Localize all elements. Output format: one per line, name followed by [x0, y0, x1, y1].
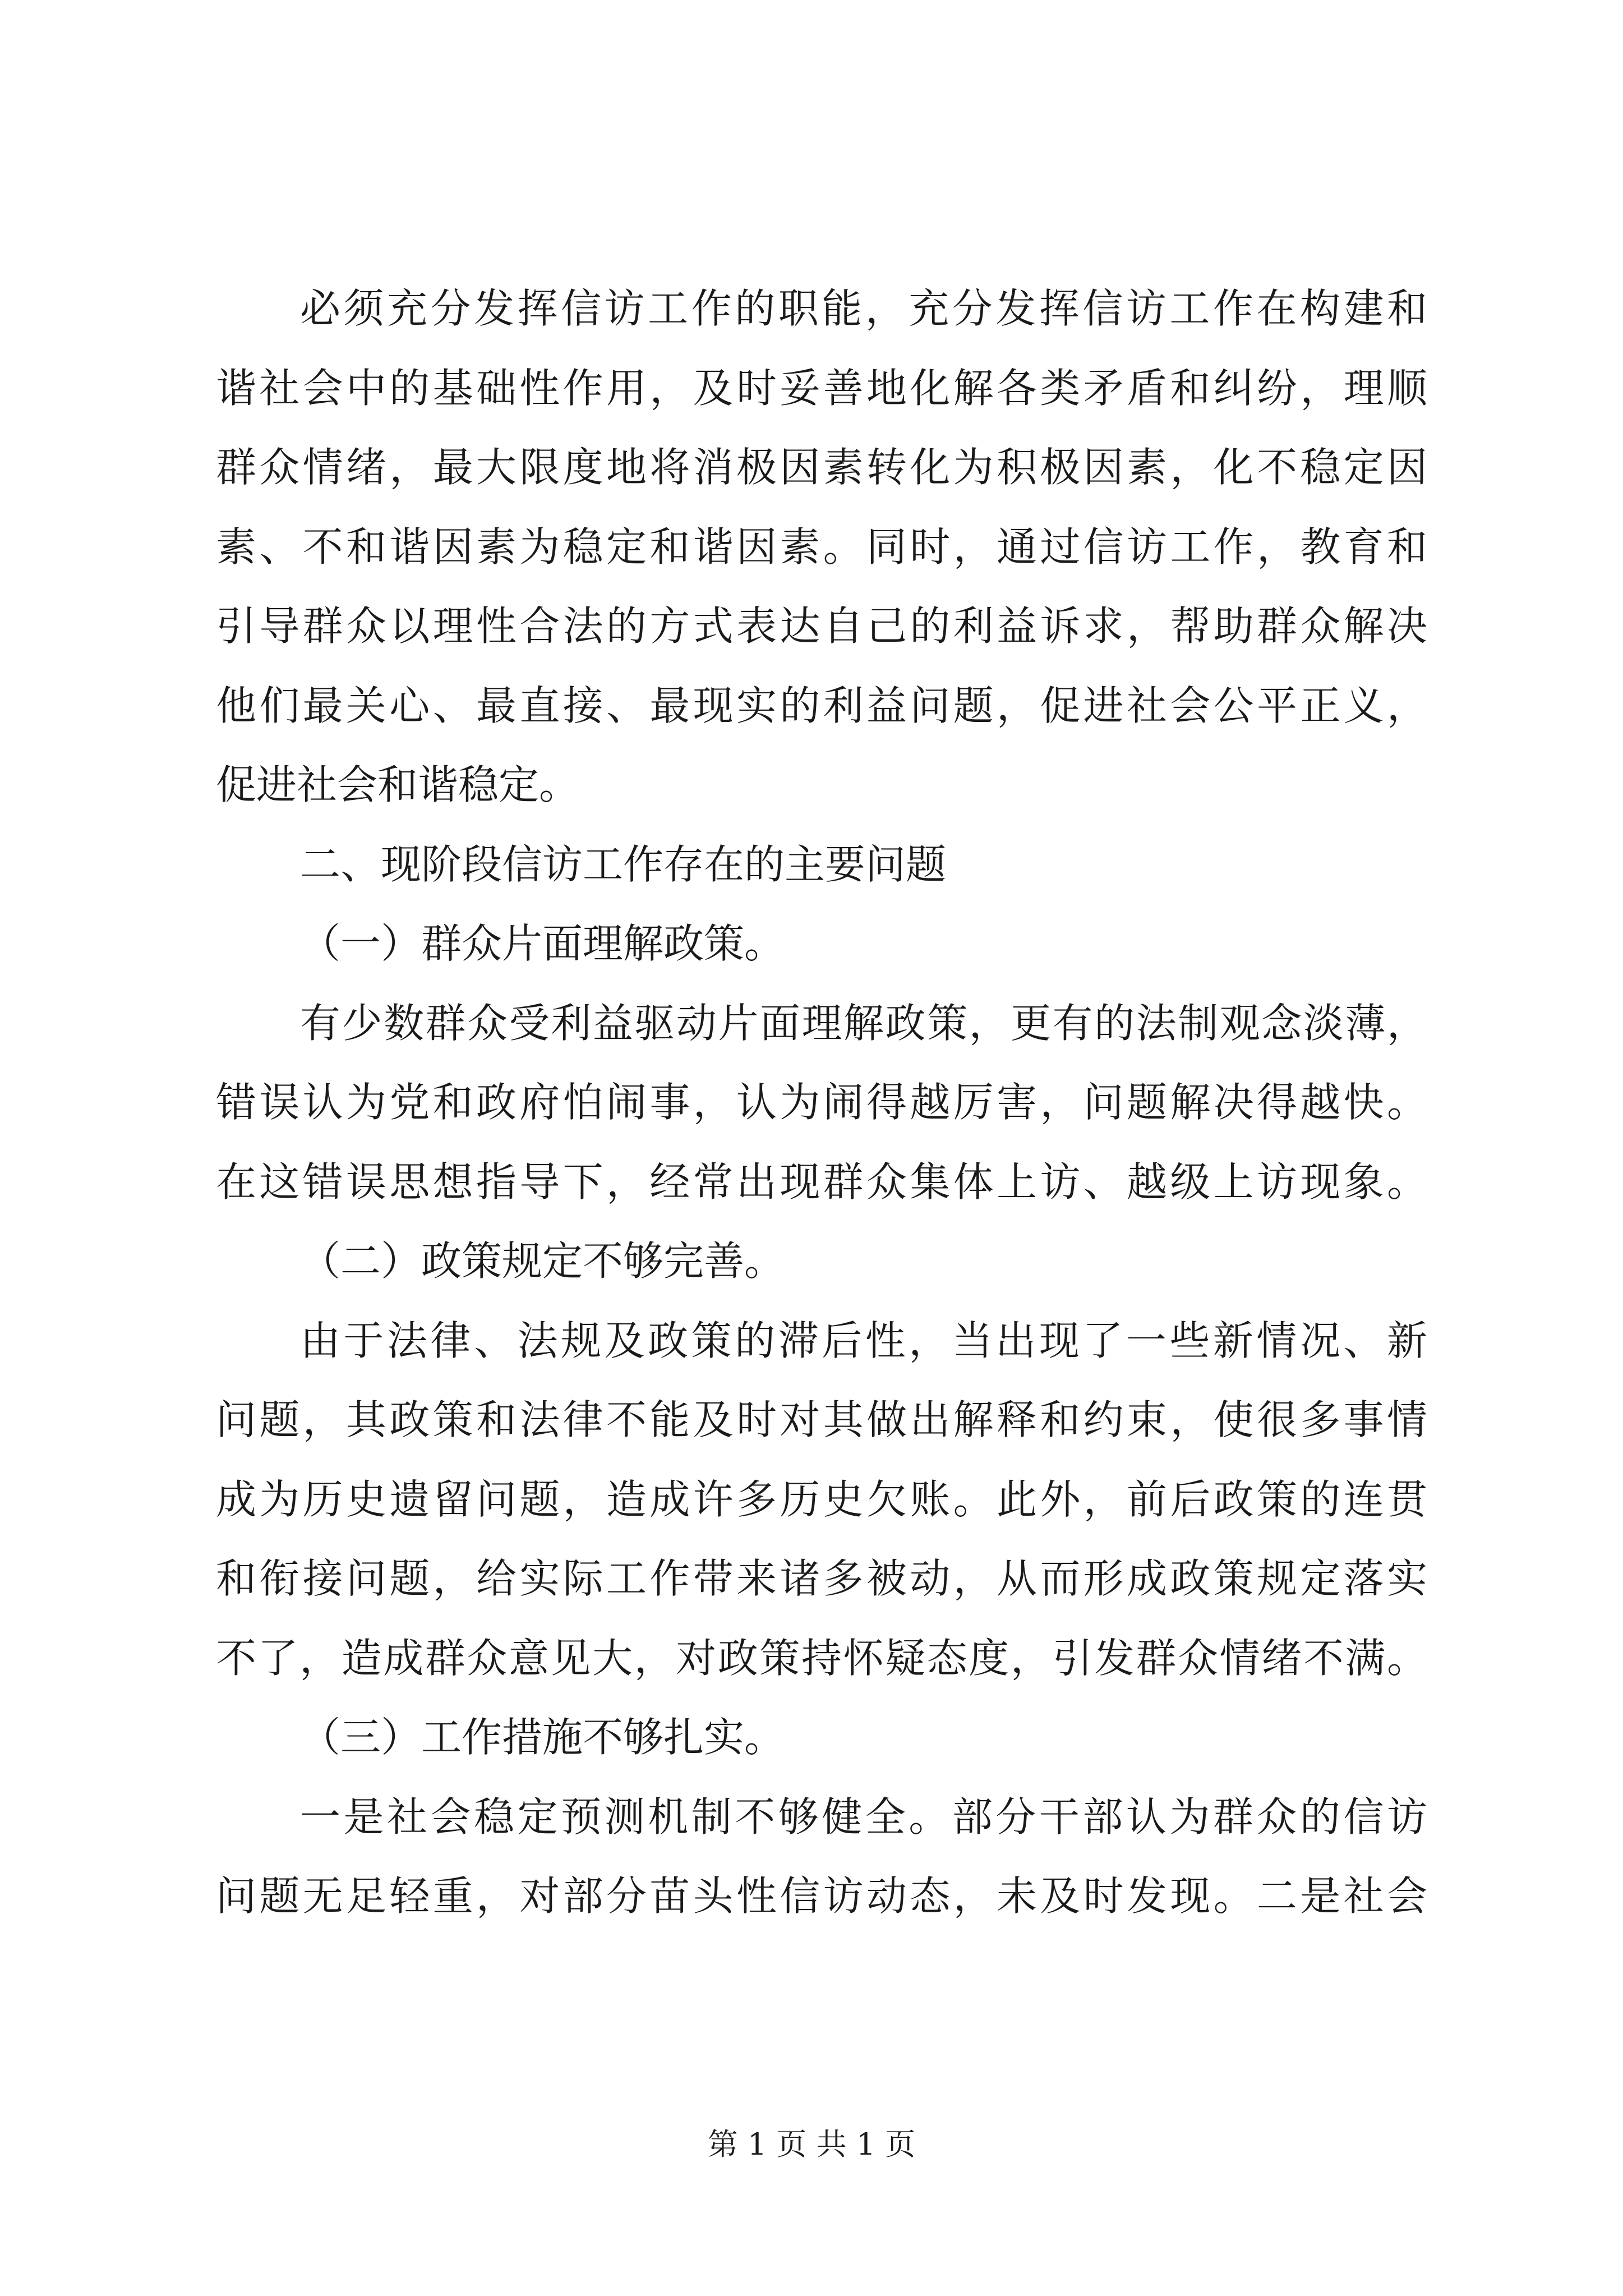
paragraph-line: 和衔接问题，给实际工作带来诸多被动，从而形成政策规定落实 [216, 1555, 1427, 1602]
document-body [216, 269, 1427, 1936]
paragraph-line: 一是社会稳定预测机制不够健全。部分干部认为群众的信访 [300, 1793, 1427, 1841]
paragraph-line: 他们最关心、最直接、最现实的利益问题，促进社会公平正义， [216, 682, 1427, 729]
paragraph-line: 素、不和谐因素为稳定和谐因素。同时，通过信访工作，教育和 [216, 523, 1427, 570]
paragraph-line: 有少数群众受利益驱动片面理解政策，更有的法制观念淡薄， [300, 999, 1427, 1047]
paragraph-line: 不了，造成群众意见大，对政策持怀疑态度，引发群众情绪不满。 [216, 1634, 1427, 1682]
paragraph-line: 由于法律、法规及政策的滞后性，当出现了一些新情况、新 [300, 1317, 1427, 1364]
paragraph-line: 成为历史遗留问题，造成许多历史欠账。此外，前后政策的连贯 [216, 1475, 1427, 1523]
subsection-heading: （二）政策规定不够完善。 [300, 1237, 785, 1285]
subsection-heading: （一）群众片面理解政策。 [300, 920, 785, 967]
subsection-heading: （三）工作措施不够扎实。 [300, 1714, 785, 1761]
paragraph-line: 促进社会和谐稳定。 [216, 761, 580, 808]
paragraph-line: 引导群众以理性合法的方式表达自己的利益诉求，帮助群众解决 [216, 602, 1427, 650]
paragraph-line: 谐社会中的基础性作用，及时妥善地化解各类矛盾和纠纷，理顺 [216, 364, 1427, 412]
page-number-footer: 第 1 页 共 1 页 [707, 2127, 916, 2162]
paragraph-line: 问题，其政策和法律不能及时对其做出解释和约束，使很多事情 [216, 1396, 1427, 1443]
paragraph-line: 群众情绪，最大限度地将消极因素转化为积极因素，化不稳定因 [216, 444, 1427, 491]
paragraph-line: 必须充分发挥信访工作的职能，充分发挥信访工作在构建和 [300, 285, 1427, 332]
paragraph-line: 在这错误思想指导下，经常出现群众集体上访、越级上访现象。 [216, 1158, 1427, 1205]
paragraph-line: 错误认为党和政府怕闹事，认为闹得越厉害，问题解决得越快。 [216, 1079, 1427, 1126]
section-heading: 二、现阶段信访工作存在的主要问题 [300, 840, 947, 888]
paragraph-line: 问题无足轻重，对部分苗头性信访动态，未及时发现。二是社会 [216, 1872, 1427, 1920]
